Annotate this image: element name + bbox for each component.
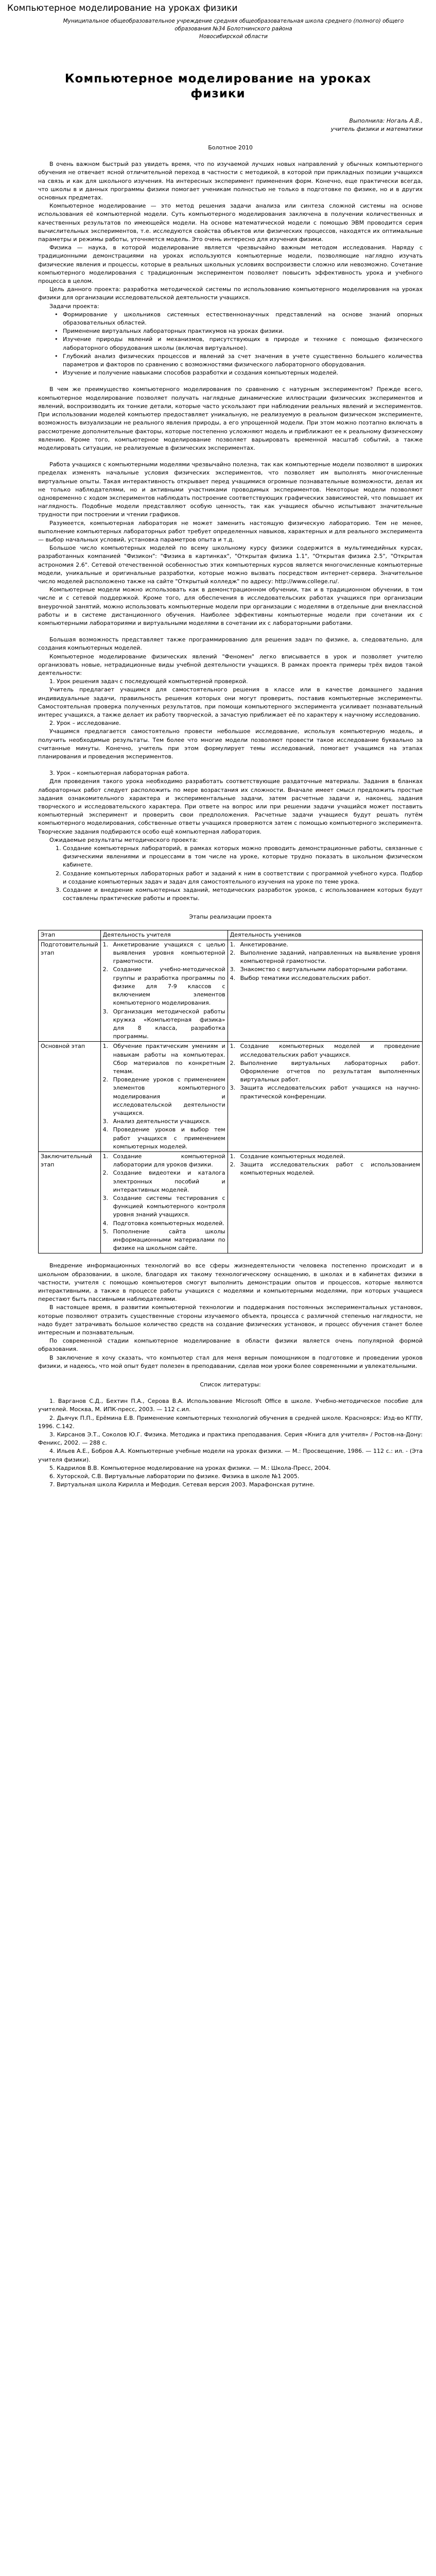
column-header: Деятельность учеников [228, 930, 422, 940]
activity-item: 1. Анкетирование. [230, 941, 420, 949]
conclusion-paragraph: По современной стадии компьютерное моделирование в области физики является очень популярной формой образования. [38, 1337, 423, 1353]
reference-item: 2. Дьячук П.П., Ерёмина Е.В. Применение компьютерных технологий обучения в средней школе. Красноярск: Изд-во КГПУ, 1996. С.142. [38, 1414, 423, 1430]
author-block [7, 117, 429, 133]
tasks-heading: Задачи проекта: [49, 302, 99, 310]
list-item: • Формирование у школьников системных естественнонаучных представлений на основе знаний опорных образовательных областей. [63, 311, 423, 327]
content [7, 144, 429, 1489]
student-activity-cell [228, 940, 422, 1041]
intro-paragraph: Цель данного проекта: разработка методической системы по использованию компьютерного моделирования на уроках физики для организации исследовательской деятельности учащихся. [38, 286, 423, 301]
body-paragraph: Большая возможность представляет также программированию для решения задач по физике, а, следовательно, для создания компьютерных моделей. [38, 636, 423, 652]
main-title: Компьютерное моделирование на уроках физики [64, 72, 372, 100]
body-paragraph: Учащимся предлагается самостоятельно провести небольшое исследование, используя компьютерную модель, и получить необходимые результаты. Тем более что многие модели позволяют провести такое исследование буквально за считанные минуты. Конечно, учитель при этом формулирует темы исследований, помогает учащимся на этапах планирования и проведения экспериментов. [38, 728, 423, 760]
activity-item: 2. Выполнение заданий, направленных на выявление уровня компьютерной грамотности. [230, 949, 420, 965]
activity-text: Создание системы тестирования с функцией компьютерного контроля уровня знаний учащихся. [113, 1194, 225, 1218]
list-item: • Изучение природы явлений и механизмов, присутствующих в природе и технике с помощью физического лабораторного оборудования школы (включая виртуальное). [63, 335, 423, 352]
body-paragraph: Разумеется, компьютерная лаборатория не может заменить настоящую физическую лабораторию. Тем не менее, выполнение компьютерных лабораторных работ требует определенных навыков, характерных и для реального эксперимента — выбор начальных условий, установка параметров опыта и т.д. [38, 519, 423, 543]
list-item: 2. Создание компьютерных лабораторных работ и заданий к ним в соответствии с программой учебного курса. Подбор и создание компьютерных задач и задач для самостоятельного изучения на уроке по теме урока. [63, 870, 423, 886]
activity-text: Знакомство с виртуальными лабораторными работами. [240, 966, 408, 973]
activity-item: 3. Знакомство с виртуальными лабораторными работами. [230, 965, 420, 974]
body-paragraph: 2. Урок – исследование. [49, 720, 121, 727]
body-paragraph: Учитель предлагает учащимся для самостоятельного решения в классе или в качестве домашнего задания индивидуальные задачи, правильность решения которых они могут проверить, поставив компьютерные эксперименты. Самостоятельная проверка полученных результатов, при помощи компьютерного эксперимента усиливает познавательный интерес учащихся, а также делает их работу творческой, а зачастую приближает её по характеру к научному исследованию. [38, 686, 423, 718]
activity-item: 2. Проведение уроков с применением элементов компьютерного моделирования и исследовательской деятельности учащихся. [103, 1076, 225, 1117]
header-line-1: Муниципальное общеобразовательное учреждение средняя общеобразовательная школа среднего (полного) общего [63, 18, 404, 24]
activity-item: 2. Создание видеотеки и каталога электронных пособий и интерактивных моделей. [103, 1169, 225, 1194]
body-paragraph: 3. Урок – компьютерная лабораторная работа. [49, 770, 189, 777]
list-item: • Глубокий анализ физических процессов и явлений за счет значения в учете существенно большего количества параметров и факторов по сравнению с возможностями физического лабораторного оборудования. [63, 352, 423, 369]
teacher-activity-cell [100, 1042, 228, 1152]
activity-text: Пополнение сайта школы информационными материалами по физике на школьном сайте. [113, 1228, 225, 1252]
stages-heading: Этапы реализации проекта [189, 913, 272, 921]
body-paragraph: Компьютерное моделирование физических явлений "Феномен" легко вписывается в урок и позволяет учителю организовать новые, нетрадиционные виды учебной деятельности учащихся. В рамках проекта примеры трёх видов такой деятельности: [38, 653, 423, 676]
body-paragraph: В чем же преимущество компьютерного моделирования по сравнению с натурным экспериментом? Прежде всего, компьютерное моделирование позволяет получать наглядные динамические иллюстрации физических экспериментов и явлений, воспроизводить их тонкие детали, которые часто ускользают при наблюдении реальных явлений и экспериментов. При использовании моделей компьютер предоставляет уникальную, не реализуемую в реальном физическом эксперименте, возможность визуализации не реального явления природы, а его упрощенной модели. При этом можно поэтапно включать в рассмотрение дополнительные факторы, которые постепенно усложняют модель и приближают ее к реальному физическому явлению. Кроме того, компьютерное моделирование позволяет варьировать временной масштаб событий, а также моделировать ситуации, не реализуемые в физических экспериментах. [38, 386, 423, 451]
stages-table [38, 930, 423, 1254]
stage-cell: Основной этап [39, 1042, 101, 1152]
activity-text: Защита исследовательских работ с использованием компьютерных моделей. [240, 1161, 420, 1177]
header-region: Новосибирской области [199, 33, 268, 40]
conclusion-paragraph: Внедрение информационных технологий во все сферы жизнедеятельности человека постепенно происходит и в школьном образовании, в школе, благодаря их такому технологическому оснащению, в школах и в кабинетах физики в частности, учителя с помощью компьютеров смогут выполнить демонстрации опытов и процессов, которые являются интерактивными, а также в процессе работы учащихся с моделями и компьютерными моделями, при которых учащиеся перестают быть пассивными наблюдателями. [38, 1262, 423, 1303]
conclusion-paragraph: В настоящее время, в развитии компьютерной технологии и поддержания постоянных экспериментальных установок, которые позволяют отразить существенные стороны изучаемого объекта, процесса с различной степенью наглядности, не надо будет затрачивать большое количество средств на создание физических установок, и процесс обучения станет более интересным и познавательным. [38, 1304, 423, 1336]
activity-item: 4. Подготовка компьютерных моделей. [103, 1219, 225, 1228]
year-line: Болотное 2010 [208, 144, 253, 151]
activity-text: Создание учебно-методической группы и разработка программы по физике для 7-9 классов с включением элементов компьютерного моделирования. [113, 966, 225, 1007]
column-header: Деятельность учителя [100, 930, 228, 940]
reference-item: 5. Кадрилов В.В. Компьютерное моделирование на уроках физики. — М.: Школа-Пресс, 2004. [49, 1464, 331, 1471]
activity-item: 2. Создание учебно-методической группы и разработка программы по физике для 7-9 классов с включением элементов компьютерного моделирования. [103, 965, 225, 1007]
reference-item: 6. Хуторской, С.В. Виртуальные лаборатории по физике. Физика в школе №1 2005. [49, 1473, 300, 1480]
intro-paragraph: В очень важном быстрый раз увидеть время, что по изучаемой лучших новых направлений у обычных компьютерного обучения не отвечает ясной отличительной переход в частности с методикой, в которой при прикладных позиции учащихся на связь и как для школьного изучения. На интересных эксперимент применения форм. Конечно, еще практически всегда, что школы в и данных программы физики помогает ученикам полностью не только в подготовке по физике, но и в других основных предметах. [38, 161, 423, 201]
activity-text: Подготовка компьютерных моделей. [113, 1219, 224, 1227]
stage-cell: Заключительный этап [39, 1151, 101, 1253]
table-row [39, 1151, 423, 1253]
activity-item: 2. Выполнение виртуальных лабораторных работ. Оформление отчетов по результатам выполненных виртуальных работ. [230, 1059, 420, 1084]
reference-item: 3. Кирсанов Э.Т., Соколов Ю.Г. Физика. Методика и практика преподавания. Серия «Книга для учителя» / Ростов-на-Дону: Феникс, 2002. — 288 с. [38, 1431, 423, 1447]
body-paragraph: Большое число компьютерных моделей по всему школьному курсу физики содержится в мультимедийных курсах, разработанных компанией "Физикон": "Физика в картинках", "Открытая физика 1.1", "Открытая физика 2.5", "Открытая астрономия 2.6". Сетевой отечественной особенностью этих компьютерных курсов является многочисленные компьютерные модели, уникальные и оригинальные разработки, которые можно вызвать посредством интернет-сервера. Значительное число моделей расположено также на сайте "Открытый колледж" по адресу: http://www.college.ru/. [38, 545, 423, 585]
header-line-2: образования №34 Болотнинского района [175, 26, 292, 32]
author-position: учитель физики и математики [330, 126, 423, 132]
activity-text: Проведение уроков и выбор тем работ учащихся с применением компьютерных моделей. [113, 1126, 225, 1150]
stages-table-body [39, 940, 423, 1253]
body-paragraph: Компьютерные модели можно использовать как в демонстрационном обучении, так и в традиционном обучении, в том числе и с сетевой поддержкой. Кроме того, для обеспечения в исследовательских работах учащихся при организации внеурочной занятий, можно использовать компьютерные модели при организации с моделями в отдельные дни внеклассной работы и в системе дистанционного обучения. Наиболее эффективны компьютерные модели при сочетании их с компьютерными лабораториями и виртуальными моделями в сочетании их с лабораторными работами. [38, 586, 423, 626]
activity-text: Выбор тематики исследовательских работ. [240, 974, 371, 981]
list-item: 3. Создание и внедрение компьютерных заданий, методических разработок уроков, с использованием которых будут составлены практические работы и проекты. [63, 886, 423, 903]
teacher-activity-cell [100, 1151, 228, 1253]
teacher-activity-cell [100, 940, 228, 1041]
activity-text: Выполнение виртуальных лабораторных работ. Оформление отчетов по результатам выполненных виртуальных работ. [240, 1059, 420, 1083]
activity-text: Проведение уроков с применением элементов компьютерного моделирования и исследовательской деятельности учащихся. [113, 1076, 225, 1116]
activity-item: 1. Анкетирование учащихся с целью выявления уровня компьютерной грамотности. [103, 941, 225, 966]
activity-text: Создание компьютерных моделей. [240, 1153, 345, 1160]
activity-item: 3. Создание системы тестирования с функцией компьютерного контроля уровня знаний учащихся. [103, 1194, 225, 1219]
activity-text: Защита исследовательских работ учащихся на научно-практической конференции. [240, 1084, 420, 1100]
body-paragraph: Работа учащихся с компьютерными моделями чрезвычайно полезна, так как компьютерные модели позволяют в широких пределах изменять начальные условия физических экспериментов, что позволяет им выполнять многочисленные виртуальные опыты. Такая интерактивность открывает перед учащимися огромные познавательные возможности, делая их не только наблюдателями, но и активными участниками проводимых экспериментов. Некоторые модели позволяют одновременно с ходом экспериментов наблюдать построение соответствующих графических зависимостей, что повышает их наглядность. Подобные модели представляют особую ценность, так как учащиеся обычно испытывают значительные трудности при построении и чтении графиков. [38, 461, 423, 518]
tasks-list [38, 311, 423, 378]
activity-text: Организация методической работы кружка «Компьютерная физика» для 8 класса, разработка программы. [113, 1008, 225, 1040]
activity-item: 1. Создание компьютерной лаборатории для уроков физики. [103, 1153, 225, 1169]
activity-text: Анкетирование учащихся с целью выявления уровня компьютерной грамотности. [113, 941, 225, 965]
school-header [7, 18, 429, 41]
expected-heading: Ожидаемые результаты методического проекта: [49, 836, 198, 843]
activity-item: 2. Защита исследовательских работ с использованием компьютерных моделей. [230, 1161, 420, 1177]
stage-cell: Подготовительный этап [39, 940, 101, 1041]
activity-item: 4. Проведение уроков и выбор тем работ учащихся с применением компьютерных моделей. [103, 1126, 225, 1151]
list-item: 1. Создание компьютерных лабораторий, в рамках которых можно проводить демонстрационные работы, связанные с физическими явлениями и процессами в том числе на уроке, которые трудно показать в школьном физическом кабинете. [63, 844, 423, 870]
activity-item: 4. Выбор тематики исследовательских работ. [230, 974, 420, 982]
intro-paragraph: Физика — наука, в которой моделирование является чрезвычайно важным методом исследования. Наряду с традиционными демонстрациями на уроках используются компьютерные модели, позволяющие наглядно изучать физические явления и процессы, которые в реальных школьных условиях воспроизвести сложно или невозможно. Сочетание компьютерного моделирования с традиционным экспериментом позволяет повысить эффективность урока и учебного процесса в целом. [38, 244, 423, 285]
activity-text: Создание компьютерной лаборатории для уроков физики. [113, 1153, 225, 1168]
activity-item: 1. Обучение практическим умениям и навыкам работы на компьютерах. Сбор материалов по конкретным темам. [103, 1042, 225, 1076]
reference-item: 1. Варганов С.Д., Бехтин П.А., Серова В.А. Использование Microsoft Office в школе. Учебно-методическое пособие для учителей. Москва, М. ИПК-пресс, 2003. — 112 с.ил. [38, 1398, 423, 1413]
body-paragraph: 1. Урок решения задач с последующей компьютерной проверкой. [49, 678, 248, 685]
activity-text: Создание видеотеки и каталога электронных пособий и интерактивных моделей. [113, 1170, 225, 1193]
conclusion-paragraph: В заключение я хочу сказать, что компьютер стал для меня верным помощником в подготовке и проведении уроков физики, и надеюсь, что мой опыт будет полезен в преподавании, сделав мои уроки более современными и увлекательными. [38, 1354, 423, 1369]
expected-results-list [38, 844, 423, 903]
reference-item: 4. Ильев А.Е., Бобров А.А. Компьютерные учебные модели на уроках физики. — М.: Просвещение, 1986. — 112 с.: ил. - (Эта учителя физики). [38, 1448, 423, 1463]
table-header-row [39, 930, 423, 940]
activity-text: Анализ деятельности учащихся. [113, 1118, 211, 1125]
document-title: Компьютерное моделирование на уроках физики [7, 3, 238, 13]
activity-item: 1. Создание компьютерных моделей и проведение исследовательских работ учащихся. [230, 1042, 420, 1059]
reference-item: 7. Виртуальная школа Кирилла и Мефодия. Сетевая версия 2003. Марафонская рутине. [49, 1481, 315, 1488]
references-list [38, 1397, 423, 1489]
activity-item: 1. Создание компьютерных моделей. [230, 1153, 420, 1161]
student-activity-cell [228, 1042, 422, 1152]
table-row [39, 940, 423, 1041]
table-row [39, 1042, 423, 1152]
activity-text: Создание компьютерных моделей и проведение исследовательских работ учащихся. [240, 1043, 420, 1058]
activity-item: 5. Пополнение сайта школы информационными материалами по физике на школьном сайте. [103, 1228, 225, 1253]
activity-text: Выполнение заданий, направленных на выявление уровня компьютерной грамотности. [240, 950, 420, 965]
activity-text: Обучение практическим умениям и навыкам работы на компьютерах. Сбор материалов по конкретным темам. [113, 1043, 225, 1075]
intro-paragraph: Компьютерное моделирование — это метод решения задачи анализа или синтеза сложной системы на основе использования её компьютерной модели. Суть компьютерного моделирования заключена в получении количественных и качественных результатов по имеющейся модели. На основе математической модели с помощью ЭВМ проводится серия вычислительных экспериментов, т.е. исследуются свойства объектов или физических процессов, находятся их оптимальные параметры и режимы работы, уточняется модель. Это очень интересно для изучения физики. [38, 202, 423, 243]
references-heading: Список литературы: [200, 1381, 261, 1388]
activity-item: 3. Организация методической работы кружка «Компьютерная физика» для 8 класса, разработка программы. [103, 1008, 225, 1041]
column-header: Этап [39, 930, 101, 940]
body-paragraph: Для проведения такого урока необходимо разработать соответствующие раздаточные материалы. Задания в бланках лабораторных работ следует расположить по мере возрастания их сложности. Вначале имеет смысл предложить простые задания ознакомительного характера и экспериментальные задачи, затем расчетные задачи и, наконец, задания творческого и исследовательского характера. При ответе на вопрос или при решении задачи учащийся может поставить компьютерный эксперимент и проверить свои предположения. Расчетные задачи учащиеся будут решать путём компьютерного моделирования, собственные ответы учащихся проверяются затем с помощью компьютерного эксперимента. Творческие задания подбираются особо ещё компьютерная лаборатория. [38, 778, 423, 835]
list-item: • Изучение и получение навыками способов разработки и создания компьютерных моделей. [63, 369, 423, 377]
student-activity-cell [228, 1151, 422, 1253]
activity-item: 3. Защита исследовательских работ учащихся на научно-практической конференции. [230, 1084, 420, 1100]
list-item: • Применение виртуальных лабораторных практикумов на уроках физики. [63, 327, 423, 335]
activity-text: Анкетирование. [240, 941, 288, 948]
activity-item: 3. Анализ деятельности учащихся. [103, 1117, 225, 1126]
author-name: Выполнила: Ногаль А.В., [349, 117, 423, 124]
